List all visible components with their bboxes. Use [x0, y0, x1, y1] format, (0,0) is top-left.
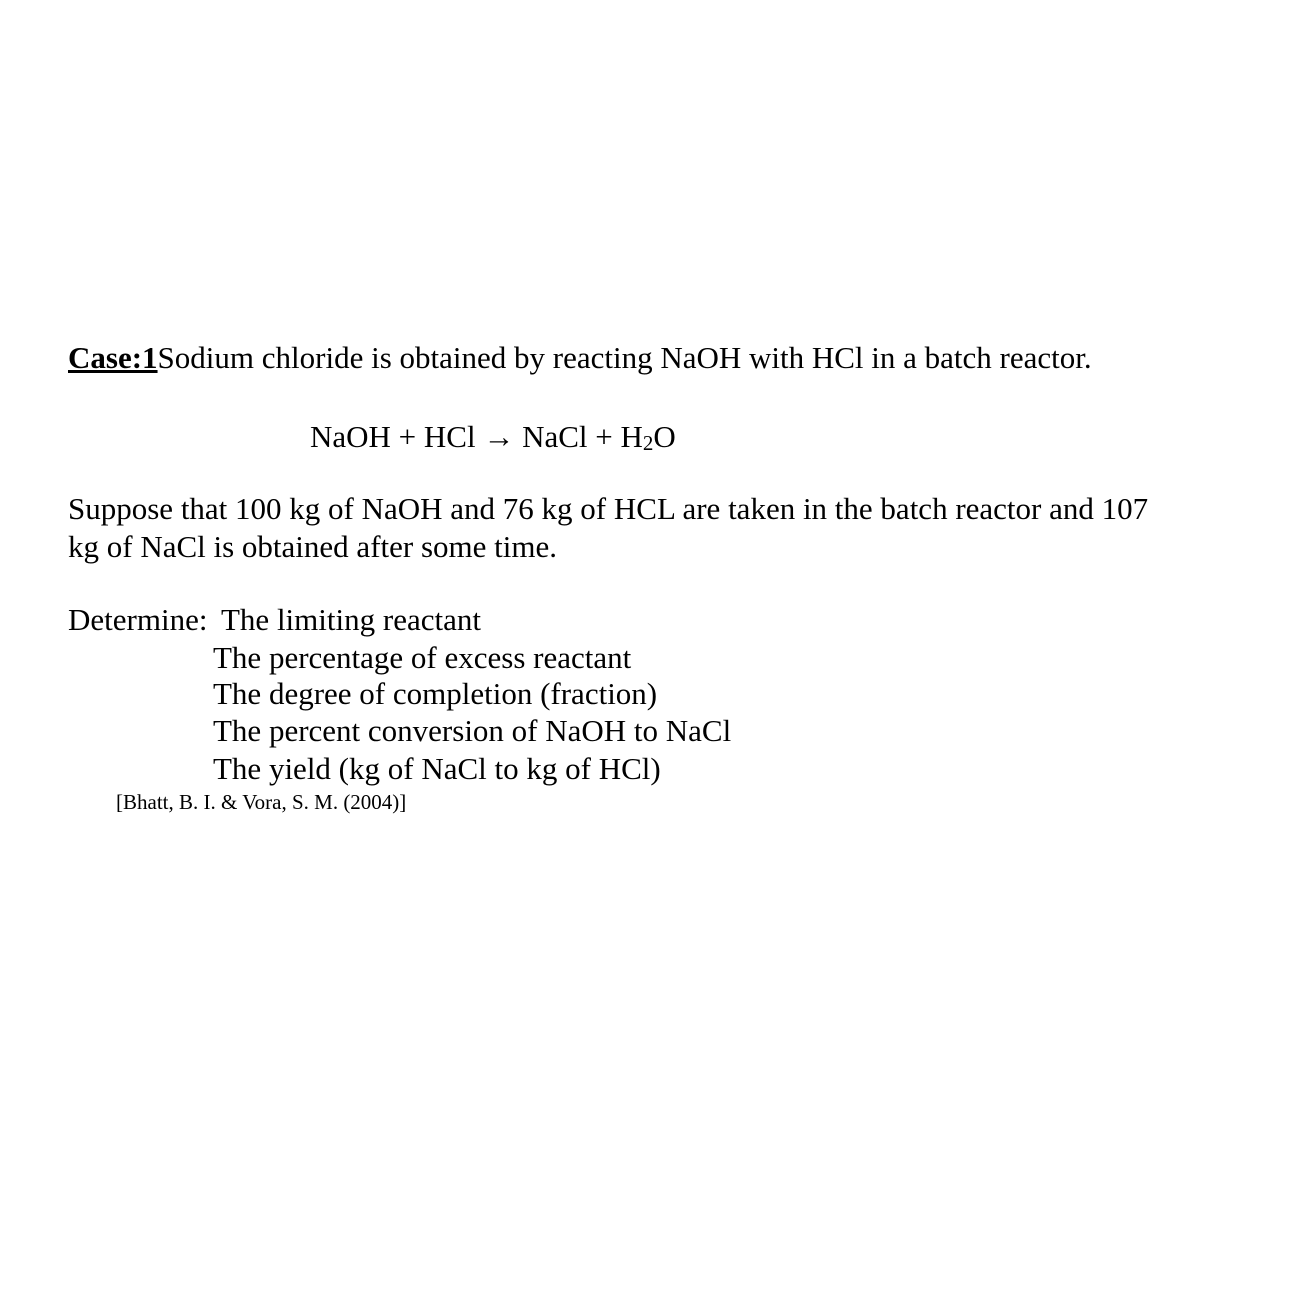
citation: [Bhatt, B. I. & Vora, S. M. (2004)] — [116, 790, 407, 814]
case-statement — [68, 339, 1092, 377]
case-label: Case:1 — [68, 340, 158, 375]
case-text: Sodium chloride is obtained by reacting NaOH with HCl in a batch reactor. — [157, 340, 1092, 375]
equation-subscript: 2 — [642, 431, 654, 455]
equation-left: NaOH + HCl → NaCl + H — [310, 419, 643, 454]
paragraph-line-2: kg of NaCl is obtained after some time. — [68, 529, 557, 564]
determine-item-excess-reactant: The percentage of excess reactant — [213, 640, 632, 675]
determine-item-yield: The yield (kg of NaCl to kg of HCl) — [213, 751, 661, 786]
determine-item-percent-conversion: The percent conversion of NaOH to NaCl — [213, 713, 732, 748]
paragraph-line-1: Suppose that 100 kg of NaOH and 76 kg of HCL are taken in the batch reactor and 107 — [68, 491, 1149, 526]
determine-label: Determine: — [68, 602, 208, 637]
determine-item-limiting-reactant: The limiting reactant — [221, 602, 481, 637]
equation-right: O — [653, 419, 676, 454]
determine-item-degree-of-completion: The degree of completion (fraction) — [213, 676, 658, 711]
reaction-equation — [310, 418, 676, 459]
